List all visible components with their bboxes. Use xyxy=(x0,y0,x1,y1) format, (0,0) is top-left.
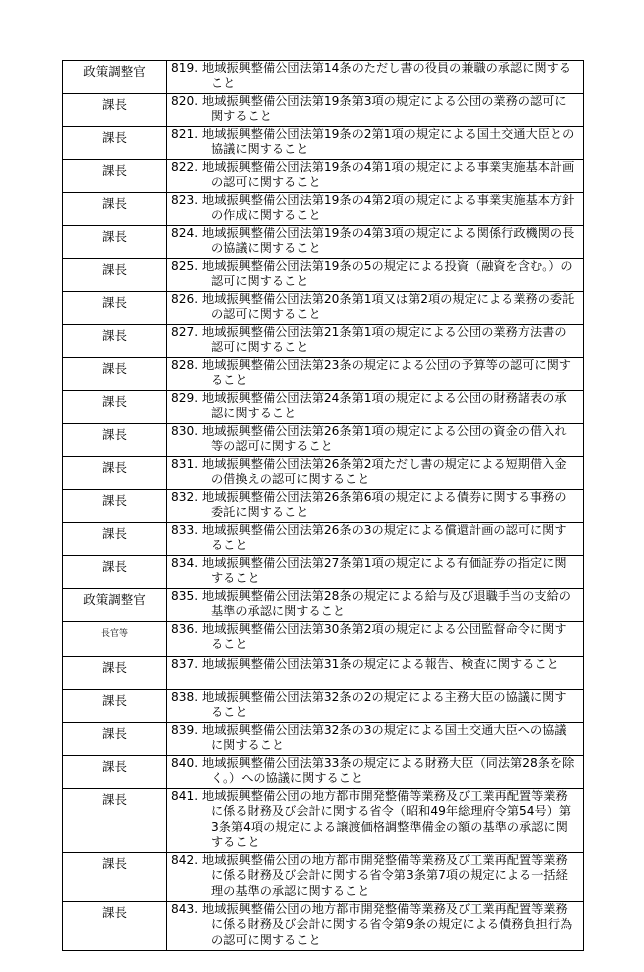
item-cell xyxy=(167,756,584,789)
role-cell: 課長 xyxy=(63,690,167,723)
item-text: 831. 地域振興整備公団法第26条第2項ただし書の規定による短期借入金の借換えの認可に関すること xyxy=(171,457,567,487)
table-row xyxy=(63,756,584,789)
role-cell: 課長 xyxy=(63,226,167,259)
item-cell xyxy=(167,789,584,853)
item-text: 827. 地域振興整備公団法第21条第1項の規定による公団の業務方法書の認可に関すること xyxy=(171,325,567,355)
item-cell xyxy=(167,424,584,457)
item-cell xyxy=(167,259,584,292)
table-row xyxy=(63,789,584,853)
table-row xyxy=(63,424,584,457)
item-text: 825. 地域振興整備公団法第19条の5の規定による投資（融資を含む。）の認可に関すること xyxy=(171,259,573,289)
item-cell xyxy=(167,622,584,657)
table-row xyxy=(63,690,584,723)
item-cell xyxy=(167,556,584,589)
item-cell xyxy=(167,358,584,391)
table-row xyxy=(63,391,584,424)
table-row xyxy=(63,556,584,589)
item-text: 830. 地域振興整備公団法第26条第1項の規定による公団の資金の借入れ等の認可に関すること xyxy=(171,424,567,454)
role-cell: 課長 xyxy=(63,523,167,556)
role-cell: 課長 xyxy=(63,358,167,391)
item-cell xyxy=(167,193,584,226)
item-text: 824. 地域振興整備公団法第19条の4第3項の規定による関係行政機関の長の協議に関すること xyxy=(171,226,575,256)
item-text: 828. 地域振興整備公団法第23条の規定による公団の予算等の認可に関すること xyxy=(171,358,571,388)
item-cell xyxy=(167,589,584,622)
item-cell xyxy=(167,61,584,94)
item-text: 836. 地域振興整備公団法第30条第2項の規定による公団監督命令に関すること xyxy=(171,622,567,652)
item-cell xyxy=(167,292,584,325)
table-row xyxy=(63,657,584,690)
table-row xyxy=(63,292,584,325)
item-cell xyxy=(167,127,584,160)
item-cell xyxy=(167,160,584,193)
item-text: 839. 地域振興整備公団法第32条の3の規定による国土交通大臣への協議に関すること xyxy=(171,723,567,753)
table-row xyxy=(63,358,584,391)
item-text: 838. 地域振興整備公団法第32条の2の規定による主務大臣の協議に関すること xyxy=(171,690,567,720)
item-text: 841. 地域振興整備公団の地方都市開発整備等業務及び工業再配置等業務に係る財務及び会計に関する省令（昭和49年総理府令第54号）第3条第4項の規定による譲渡価格調整準備金の額の基準の承認に関すること xyxy=(171,789,572,850)
role-cell: 課長 xyxy=(63,325,167,358)
role-cell: 課長 xyxy=(63,424,167,457)
item-text: 833. 地域振興整備公団法第26条の3の規定による償還計画の認可に関すること xyxy=(171,523,567,553)
role-cell: 課長 xyxy=(63,789,167,853)
item-cell xyxy=(167,723,584,756)
table-row xyxy=(63,723,584,756)
item-text: 843. 地域振興整備公団の地方都市開発整備等業務及び工業再配置等業務に係る財務及び会計に関する省令第9条の規定による債務負担行為の認可に関すること xyxy=(171,902,573,947)
item-text: 821. 地域振興整備公団法第19条の2第1項の規定による国土交通大臣との協議に関すること xyxy=(171,127,575,157)
table-row xyxy=(63,127,584,160)
item-cell xyxy=(167,325,584,358)
item-text: 835. 地域振興整備公団法第28条の規定による給与及び退職手当の支給の基準の承認に関すること xyxy=(171,589,571,619)
table-row xyxy=(63,193,584,226)
role-cell: 課長 xyxy=(63,94,167,127)
role-cell: 課長 xyxy=(63,490,167,523)
item-text: 840. 地域振興整備公団法第33条の規定による財務大臣（同法第28条を除く。）への協議に関すること xyxy=(171,756,575,786)
item-text: 819. 地域振興整備公団法第14条のただし書の役員の兼職の承認に関すること xyxy=(171,61,571,91)
item-cell xyxy=(167,902,584,951)
role-cell: 課長 xyxy=(63,259,167,292)
role-cell: 政策調整官 xyxy=(63,61,167,94)
item-text: 829. 地域振興整備公団法第24条第1項の規定による公団の財務諸表の承認に関すること xyxy=(171,391,567,421)
role-cell: 課長 xyxy=(63,853,167,902)
item-text: 837. 地域振興整備公団法第31条の規定による報告、検査に関すること xyxy=(171,657,559,671)
role-cell: 課長 xyxy=(63,160,167,193)
table-row xyxy=(63,160,584,193)
item-text: 820. 地域振興整備公団法第19条第3項の規定による公団の業務の認可に関すること xyxy=(171,94,567,124)
table-row xyxy=(63,523,584,556)
role-cell: 課長 xyxy=(63,902,167,951)
table-row xyxy=(63,589,584,622)
role-cell: 課長 xyxy=(63,723,167,756)
role-cell: 課長 xyxy=(63,457,167,490)
role-cell: 課長 xyxy=(63,292,167,325)
item-text: 826. 地域振興整備公団法第20条第1項又は第2項の規定による業務の委託の認可に関すること xyxy=(171,292,575,322)
table-row xyxy=(63,622,584,657)
table-row xyxy=(63,259,584,292)
table-row xyxy=(63,457,584,490)
table-row xyxy=(63,94,584,127)
item-text: 834. 地域振興整備公団法第27条第1項の規定による有価証券の指定に関すること xyxy=(171,556,567,586)
delegation-table xyxy=(62,60,584,951)
role-cell: 課長 xyxy=(63,556,167,589)
item-cell xyxy=(167,94,584,127)
item-cell xyxy=(167,457,584,490)
item-cell xyxy=(167,226,584,259)
table-row xyxy=(63,490,584,523)
item-cell xyxy=(167,523,584,556)
item-cell xyxy=(167,490,584,523)
role-cell: 課長 xyxy=(63,756,167,789)
role-cell: 課長 xyxy=(63,657,167,690)
role-cell: 長官等 xyxy=(63,622,167,657)
role-cell: 課長 xyxy=(63,127,167,160)
item-cell xyxy=(167,853,584,902)
item-text: 822. 地域振興整備公団法第19条の4第1項の規定による事業実施基本計画の認可に関すること xyxy=(171,160,575,190)
table-row xyxy=(63,226,584,259)
item-text: 823. 地域振興整備公団法第19条の4第2項の規定による事業実施基本方針の作成に関すること xyxy=(171,193,575,223)
role-cell: 課長 xyxy=(63,391,167,424)
item-cell xyxy=(167,690,584,723)
table-row xyxy=(63,325,584,358)
item-text: 832. 地域振興整備公団法第26条第6項の規定による債券に関する事務の委託に関すること xyxy=(171,490,567,520)
role-cell: 政策調整官 xyxy=(63,589,167,622)
item-text: 842. 地域振興整備公団の地方都市開発整備等業務及び工業再配置等業務に係る財務及び会計に関する省令第3条第7項の規定による一括経理の基準の承認に関すること xyxy=(171,853,568,898)
item-cell xyxy=(167,391,584,424)
table-row xyxy=(63,61,584,94)
table-row xyxy=(63,902,584,951)
role-cell: 課長 xyxy=(63,193,167,226)
item-cell xyxy=(167,657,584,690)
table-row xyxy=(63,853,584,902)
